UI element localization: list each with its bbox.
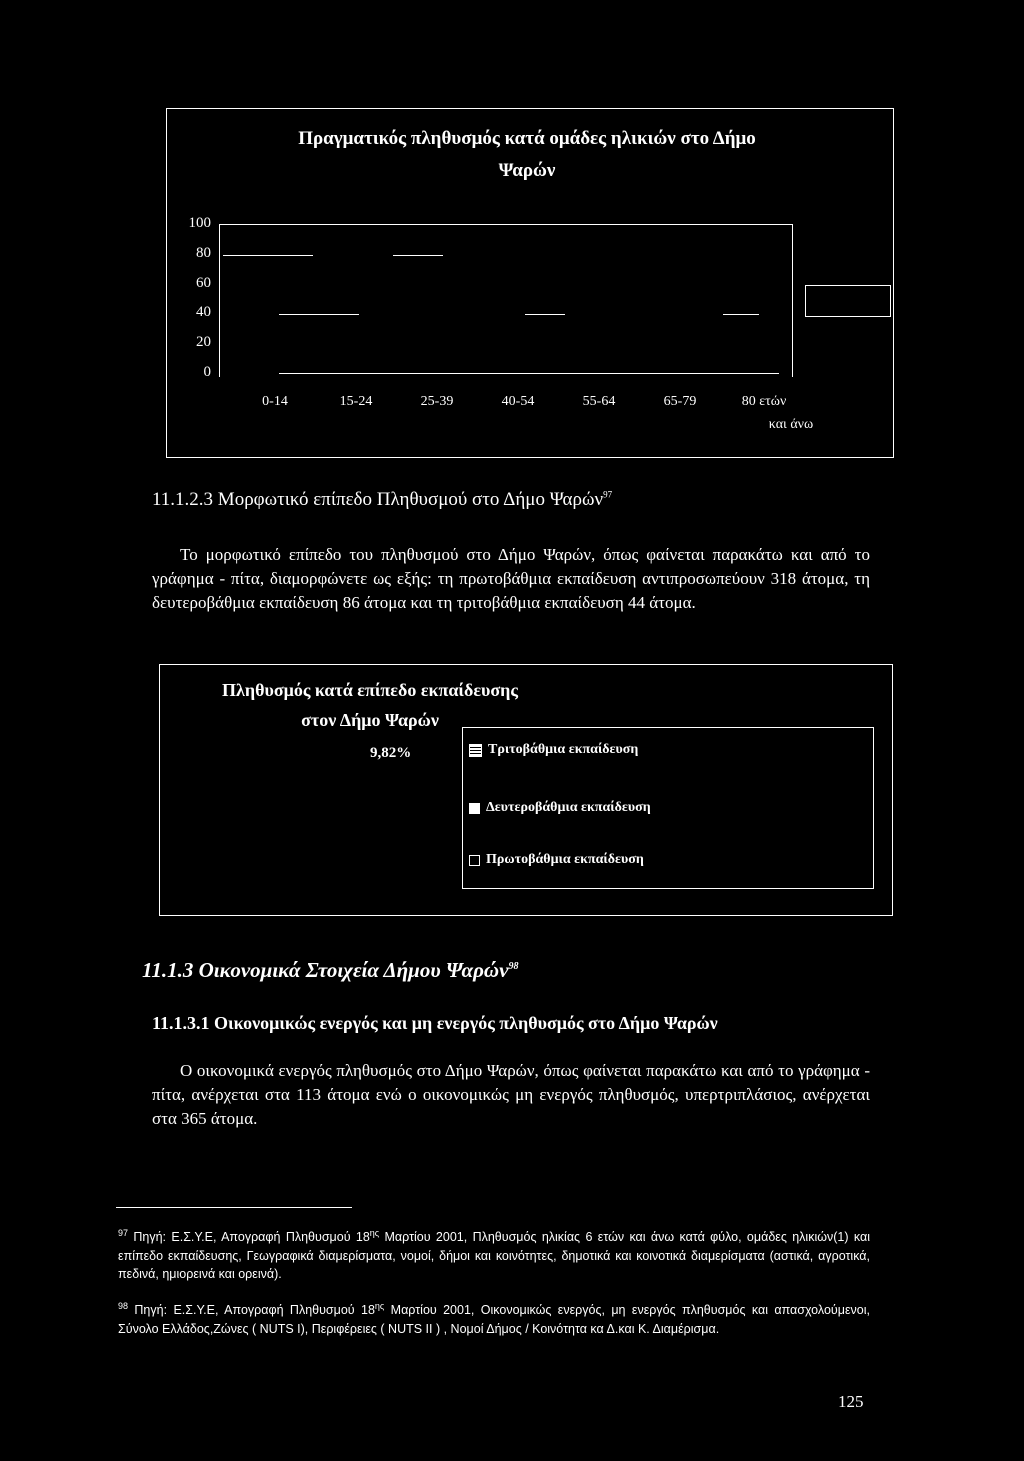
y-tick-label: 100 [188,215,211,231]
edu-legend [462,727,874,889]
y-tick-label: 80 [196,244,211,261]
edu-chart [159,664,893,916]
legend-swatch-primary [469,855,480,866]
footnote-97: $^{97}$ Πηγή: Ε.Σ.Υ.Ε, Απογραφή Πληθυσμού $18^{\eta\varsigma}$ Μαρτίου 2001, Πληθυσμός ηλικίας 6 ετών και άνω κατά φύλο, ομάδες ηλικιών(1) και επίπεδο εκπαίδευσης, Γεωγραφικά διαμερίσματα, νομοί, δήμοι και κοινότητες, δημοτικά και κοινοτικά διαμερίσματα (αστικά, αγροτικά, πεδινά, ημιορεινά και ορεινά). [118,1228,870,1282]
y-tick-label: 40 [196,304,211,321]
y-tick-label: 60 [196,274,211,291]
x-tick-label: 0-14 [262,394,288,409]
section-heading-11-1-3-1: 11.1.3.1 Οικονομικώς ενεργός και μη ενεργός πληθυσμός στο Δήμο Ψαρών [152,1013,718,1033]
footnote-separator [116,1207,352,1208]
page-number: 125 [838,1392,864,1411]
section-heading-11-1-2-3: 11.1.2.3 Μορφωτικό επίπεδο Πληθυσμού στο Δήμο Ψαρών$^{97}$ [152,489,613,510]
x-tick-label: 65-79 [663,394,697,409]
age-chart-title: Πραγματικός πληθυσμός κατά ομάδες ηλικιών στο Δήμο Ψαρών [298,128,756,181]
legend-swatch-secondary [469,803,480,814]
x-tick-label: 40-54 [501,394,535,409]
gridline-80b [393,255,443,256]
legend-item-primary: Πρωτοβάθμια εκπαίδευση [469,852,644,868]
x-tick-last-line2: και άνω [768,417,814,432]
y-tick-label: 0 [203,364,211,380]
plot-frame [219,224,793,377]
x-tick-label: 80 ετών [741,394,787,409]
gridline-80 [223,255,313,256]
legend-item-secondary: Δευτεροβάθμια εκπαίδευση [469,800,651,816]
x-tick-label: 25-39 [420,394,454,409]
age-chart [166,108,894,458]
edu-chart-title: Πληθυσμός κατά επίπεδο εκπαίδευσης στον Δήμο Ψαρών [222,680,518,730]
footnote-98: $^{98}$ Πηγή: Ε.Σ.Υ.Ε, Απογραφή Πληθυσμού $18^{\eta\varsigma}$ Μαρτίου 2001, Οικονομικώς ενεργός, μη ενεργός πληθυσμός και απασχολούμενοι, Σύνολο Ελλάδος,Ζώνες ( NUTS I), Περιφέρειες ( NUTS II ) , Νομοί Δήμος / Κοινότητα κα Δ.και Κ. Διαμέρισμα. [118,1301,870,1336]
gridline-40a [279,314,359,315]
y-tick-label: 20 [196,334,211,351]
section-heading-11-1-3: 11.1.3 Οικονομικά Στοιχεία Δήμου Ψαρών$^{98}$ [142,958,519,982]
gridline-40c [723,314,759,315]
legend-swatch-tertiary [469,744,482,757]
pie-data-label: 9,82% [370,745,412,761]
age-chart-legend-box [805,285,891,317]
paragraph-education: Το μορφωτικό επίπεδο του πληθυσμού στο Δήμο Ψαρών, όπως φαίνεται παρακάτω και από το γράφημα - πίτα, διαμορφώνετε ως εξής: τη πρωτοβάθμια εκπαίδευση αντιπροσωπεύουν 318 άτομα, τη δευτεροβάθμια εκπαίδευση 86 άτομα και τη τριτοβάθμια εκπαίδευση 44 άτομα. [152,545,870,612]
gridline-0 [279,373,779,374]
gridline-40b [525,314,565,315]
x-tick-label: 55-64 [582,394,616,409]
legend-item-tertiary: Τριτοβάθμια εκπαίδευση [469,742,638,758]
paragraph-economic: Ο οικονομικά ενεργός πληθυσμός στο Δήμο Ψαρών, όπως φαίνεται παρακάτω και από το γράφημα - πίτα, ανέρχεται στα 113 άτομα ενώ ο οικονομικώς μη ενεργός πληθυσμός, υπερτριπλάσιος, ανέρχεται στα 365 άτομα. [152,1061,870,1128]
x-tick-label: 15-24 [339,394,373,409]
